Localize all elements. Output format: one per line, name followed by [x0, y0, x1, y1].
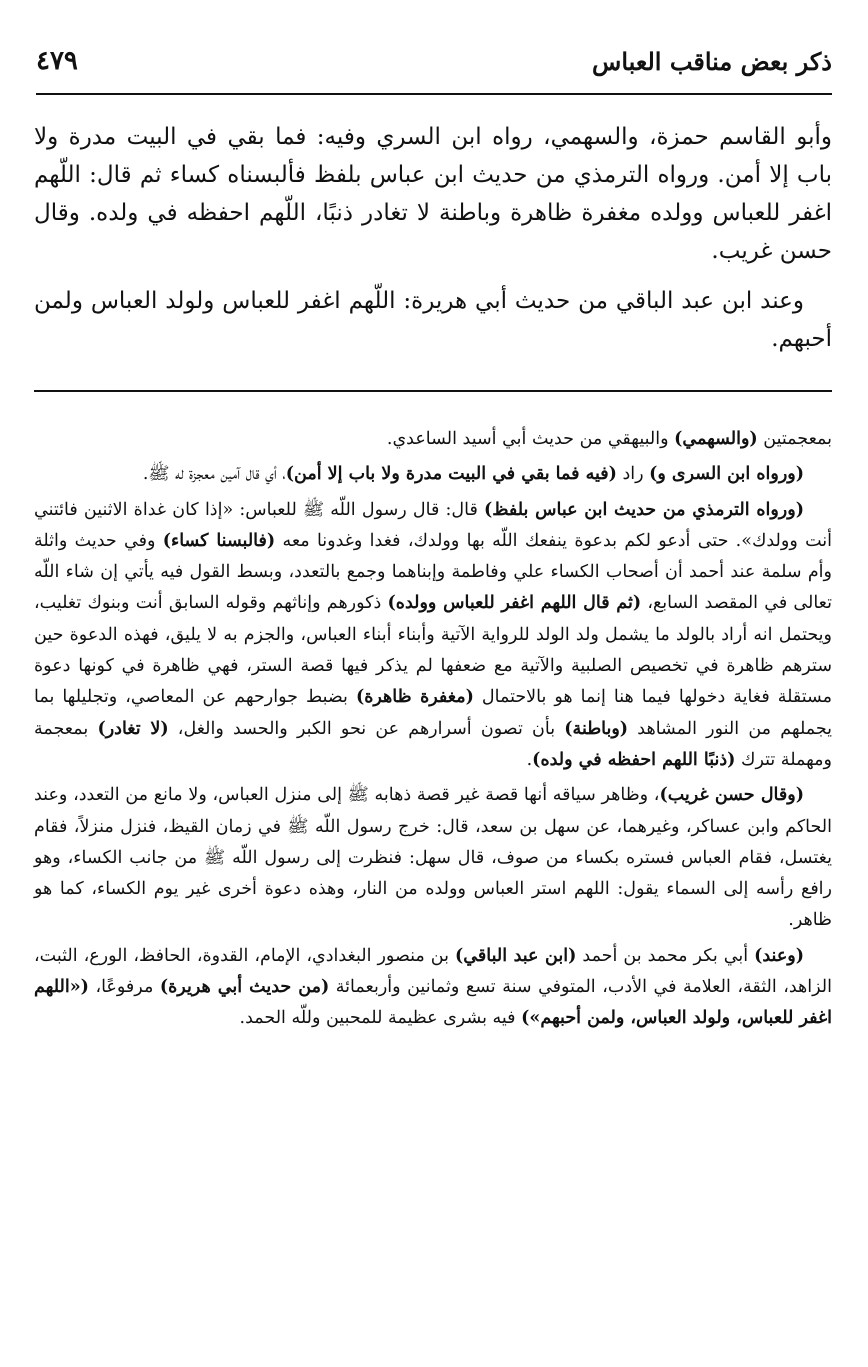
quoted-lemma: (ابن عبد الباقي) [455, 945, 577, 966]
commentary-text: وفي حديث واثلة وأم سلمة عند أحمد أن أصحاب الكساء علي وفاطمة وإبناهما وجمع بالتعدد، وبسط القول فيه يأتي إن شاء اللّه تعالى في المقصد السابع، [34, 530, 832, 614]
quoted-lemma: (والسهمي) [674, 429, 758, 449]
quoted-lemma: (لا تغادر) [97, 718, 169, 739]
quoted-lemma: (فالبسنا كساء) [162, 530, 276, 551]
quoted-lemma: (وباطنة) [564, 718, 629, 739]
quoted-lemma: (ذنبًا اللهم احفظه في ولده) [532, 749, 736, 770]
commentary-text: والبيهقي من حديث أبي أسيد الساعدي. [386, 429, 675, 449]
section-divider [34, 390, 832, 392]
commentary-text: ، أي قال آمين معجزة له ﷺ. [142, 464, 286, 485]
commentary-text: راد [616, 464, 650, 485]
main-text [34, 118, 832, 370]
quoted-lemma: (وعند) [754, 945, 804, 966]
main-text-paragraph: وأبو القاسم حمزة، والسهمي، رواه ابن السري وفيه: فما بقي في البيت مدرة ولا باب إلا أمن. ورواه الترمذي من حديث ابن عباس بلفظ فألبسناه كساء ثم قال: اللّهم اغفر للعباس وولده مغفرة ظاهرة وباطنة لا تغادر ذنبًا، اللّهم احفظه في ولده. وقال حسن غريب. [34, 124, 832, 264]
running-title: ذكر بعض مناقب العباس [592, 47, 832, 76]
quoted-lemma: (ورواه ابن السرى و) [649, 464, 804, 485]
page-header [36, 36, 832, 76]
commentary-text: فيه بشرى عظيمة للمحبين وللّه الحمد. [239, 1008, 522, 1029]
commentary [34, 424, 832, 1039]
commentary-text: بمعجمة ومهملة تترك [34, 718, 832, 770]
commentary-text: مرفوعًا، [88, 977, 160, 998]
quoted-lemma: (من حديث أبي هريرة) [159, 977, 330, 998]
commentary-paragraph [34, 459, 832, 490]
commentary-text: بن منصور البغدادي، الإمام، القدوة، الحافظ، الورع، الثبت، الزاهد، الثقة، العلامة في الأدب، المتوفي سنة تسع وثمانين وأربعمائة [34, 945, 832, 998]
page-number: ٤٧٩ [36, 46, 78, 76]
quoted-lemma: (وقال حسن غريب) [659, 785, 804, 806]
commentary-text: . [526, 749, 533, 770]
commentary-paragraph [34, 495, 832, 777]
commentary-paragraph [34, 780, 832, 936]
commentary-text: أبي بكر محمد بن أحمد [576, 945, 755, 966]
commentary-paragraph [34, 941, 832, 1035]
commentary-text: بمعجمتين [757, 429, 832, 449]
commentary-text: ذكورهم وإناثهم وقوله السابق أنت وبنوك تغليب، ويحتمل انه أراد بالولد ما يشمل ولد الولد للرواية الآتية وأبناء أبناء العباس، والجزم به لا يليق، فهذه الدعوة حين سترهم ظاهرة في تخصيص الصلبية والآتية مع ضعفها لم يذكر فيها قصة الستر، فهي ظاهرة في كونها دعوة مستقلة فغاية دخولها فيما هنا إنما هو بالاحتمال [34, 593, 833, 708]
quoted-lemma: («اللهم اغفر للعباس، ولولد العباس، ولمن أحبهم») [34, 977, 832, 1029]
quoted-lemma: (مغفرة ظاهرة) [355, 687, 474, 708]
quoted-lemma: (فيه فما بقي في البيت مدرة ولا باب إلا أمن) [285, 464, 617, 485]
commentary-text: ، وظاهر سياقه أنها قصة غير قصة ذهابه ﷺ إلى منزل العباس، ولا مانع من التعدد، وعند الحاكم وابن عساكر، وغيرهما، عن سهل بن سعد، قال: خرج رسول اللّه ﷺ في زمان القيظ، فنزل منزلاً، فقام يغتسل، فقام العباس فستره بكساء من صوف، قال سهل: فنظرت إلى رسول اللّه ﷺ من جانب الكساء، وهو رافع رأسه إلى السماء يقول: اللهم استر العباس وولده من النار، وهذه دعوة أخرى غير يوم الكساء، كما هو ظاهر. [34, 785, 832, 931]
quoted-lemma: (ثم قال اللهم اغفر للعباس وولده) [387, 593, 642, 614]
main-text-paragraph: وعند ابن عبد الباقي من حديث أبي هريرة: اللّهم اغفر للعباس ولولد العباس ولمن أحبهم. [34, 288, 832, 352]
commentary-paragraph [34, 424, 832, 455]
commentary-text: بأن تصون أسرارهم عن نحو الكبر والحسد والغل، [168, 718, 565, 739]
commentary-text: قال: قال رسول اللّه ﷺ للعباس: «إذا كان غداة الاثنين فائتني أنت وولدك». حتى أدعو لكم بدعوة ينفعك اللّه بها وولدك، فغدا وغدونا معه [34, 499, 833, 551]
commentary-text: بضبط جوارحهم عن المعاصي، وتجليلها بما يجملهم من النور المشاهد [34, 687, 833, 739]
header-rule [36, 93, 832, 95]
quoted-lemma: (ورواه الترمذي من حديث ابن عباس بلفظ) [484, 499, 804, 520]
